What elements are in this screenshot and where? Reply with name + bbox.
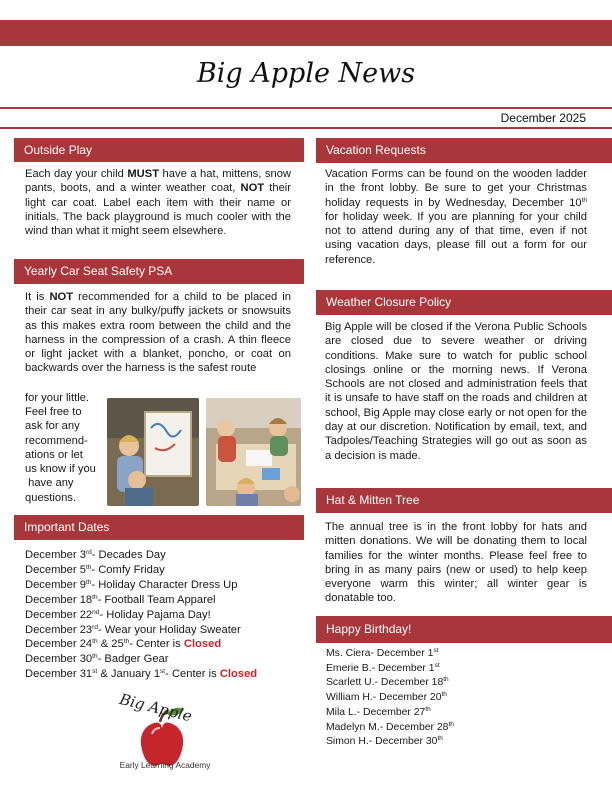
birthday-heading: Happy Birthday! [316, 616, 612, 643]
outside-play-heading: Outside Play [14, 138, 304, 162]
outside-play-text: Each day your child MUST have a hat, mittens, snow pants, boots, and a winter weather coat, NOT their light car coat. Label each item with their name or initials. The back playground is much cooler with the wind than what it might seem elsewhere. [25, 168, 291, 238]
photo-illustration [107, 398, 199, 506]
list-item: Madelyn M.- December 28th [326, 720, 454, 733]
photo-illustration [206, 398, 301, 506]
question-line: ask for any [25, 420, 80, 433]
car-seat-question-lines [25, 405, 96, 505]
closed-label: Closed [219, 668, 258, 681]
question-line: have any [25, 477, 74, 490]
list-item: December 30th- Badger Gear [25, 653, 169, 666]
list-item: Scarlett U.- December 18th [326, 676, 449, 689]
must-emphasis: MUST [127, 168, 160, 180]
closed-label: Closed [183, 638, 222, 651]
important-dates-list [25, 548, 257, 682]
classroom-photo-easel [107, 398, 199, 506]
classroom-photo-table [206, 398, 301, 506]
list-item: December 3rd- Decades Day [25, 549, 166, 561]
list-item: December 31st & January 1st- Center is Closed [25, 668, 258, 681]
list-item: December 18th- Football Team Apparel [25, 593, 216, 606]
list-item: Emerie B.- December 1st [326, 661, 440, 674]
not-emphasis: NOT [240, 182, 265, 195]
vacation-text: Vacation Forms can be found on the wooden ladder in the front lobby. Be sure to get your Christmas holiday requests in by Wednesday, December 10th for holiday week. If you are planning for your child not to attend during any of that time, even if not using vacation days, please fill out a form for our reference. [325, 168, 587, 266]
list-item: Simon H.- December 30th [326, 735, 443, 748]
vacation-heading: Vacation Requests [316, 138, 612, 163]
question-line: recommend- [25, 434, 88, 447]
list-item: December 24th & 25th- Center is Closed [25, 638, 222, 651]
weather-text: Big Apple will be closed if the Verona Public Schools are closed due to severe weather or driving conditions. Make sure to watch for public school closings online or the morning news. If Verona Schools are not closed and administration feels that it is unsafe to have staff on the roads and children at school, Big Apple may close early or not open for the day at our discretion. Notification by email, text, and Tadpoles/Teaching Strategies will go out as soon as a decision is made. [325, 321, 587, 462]
car-seat-heading: Yearly Car Seat Safety PSA [14, 259, 304, 284]
not-emphasis: NOT [49, 291, 74, 303]
top-banner [0, 20, 612, 46]
car-seat-text: It is NOT recommended for a child to be placed in their car seat in any bulky/puffy jackets or snowsuits as this makes extra room between the child and the harness in the compression of a crash. A thin fleece or light jacket with a blanket, poncho, or coat on backwards over the harness is the safest route [25, 291, 291, 375]
important-dates-heading: Important Dates [14, 515, 304, 540]
list-item: December 9th- Holiday Character Dress Up [25, 578, 238, 591]
list-item: December 22nd- Holiday Pajama Day! [25, 608, 211, 621]
question-line: ations or let [25, 448, 83, 461]
list-item: William H.- December 20th [326, 691, 447, 704]
newsletter-date: December 2025 [500, 111, 586, 125]
car-seat-text-end: for your little. [25, 392, 90, 404]
list-item: Mila L.- December 27th [326, 705, 431, 718]
hat-tree-text: The annual tree is in the front lobby for hats and mitten donations. We will be donating them to local families for the winter months. Please feel free to bring in as many pairs (new or used) to help keep everyone warm this winter; all winter gear is donatable too. [325, 521, 587, 605]
newsletter-title: Big Apple News [196, 58, 416, 89]
big-apple-logo [100, 688, 230, 778]
logo-subtitle: Early Learning Academy [119, 760, 211, 770]
list-item: December 5th- Comfy Friday [25, 563, 165, 576]
question-line: Feel free to [25, 406, 82, 418]
list-item: December 23rd- Wear your Holiday Sweater [25, 623, 241, 636]
logo-name: Big Apple [117, 690, 194, 726]
date-bar [0, 107, 612, 129]
question-line: us know if you [25, 463, 96, 476]
question-line: questions. [25, 491, 76, 504]
hat-tree-heading: Hat & Mitten Tree [316, 488, 612, 513]
weather-heading: Weather Closure Policy [316, 290, 612, 315]
list-item: Ms. Ciera- December 1st [326, 647, 439, 659]
birthday-list [326, 647, 454, 750]
